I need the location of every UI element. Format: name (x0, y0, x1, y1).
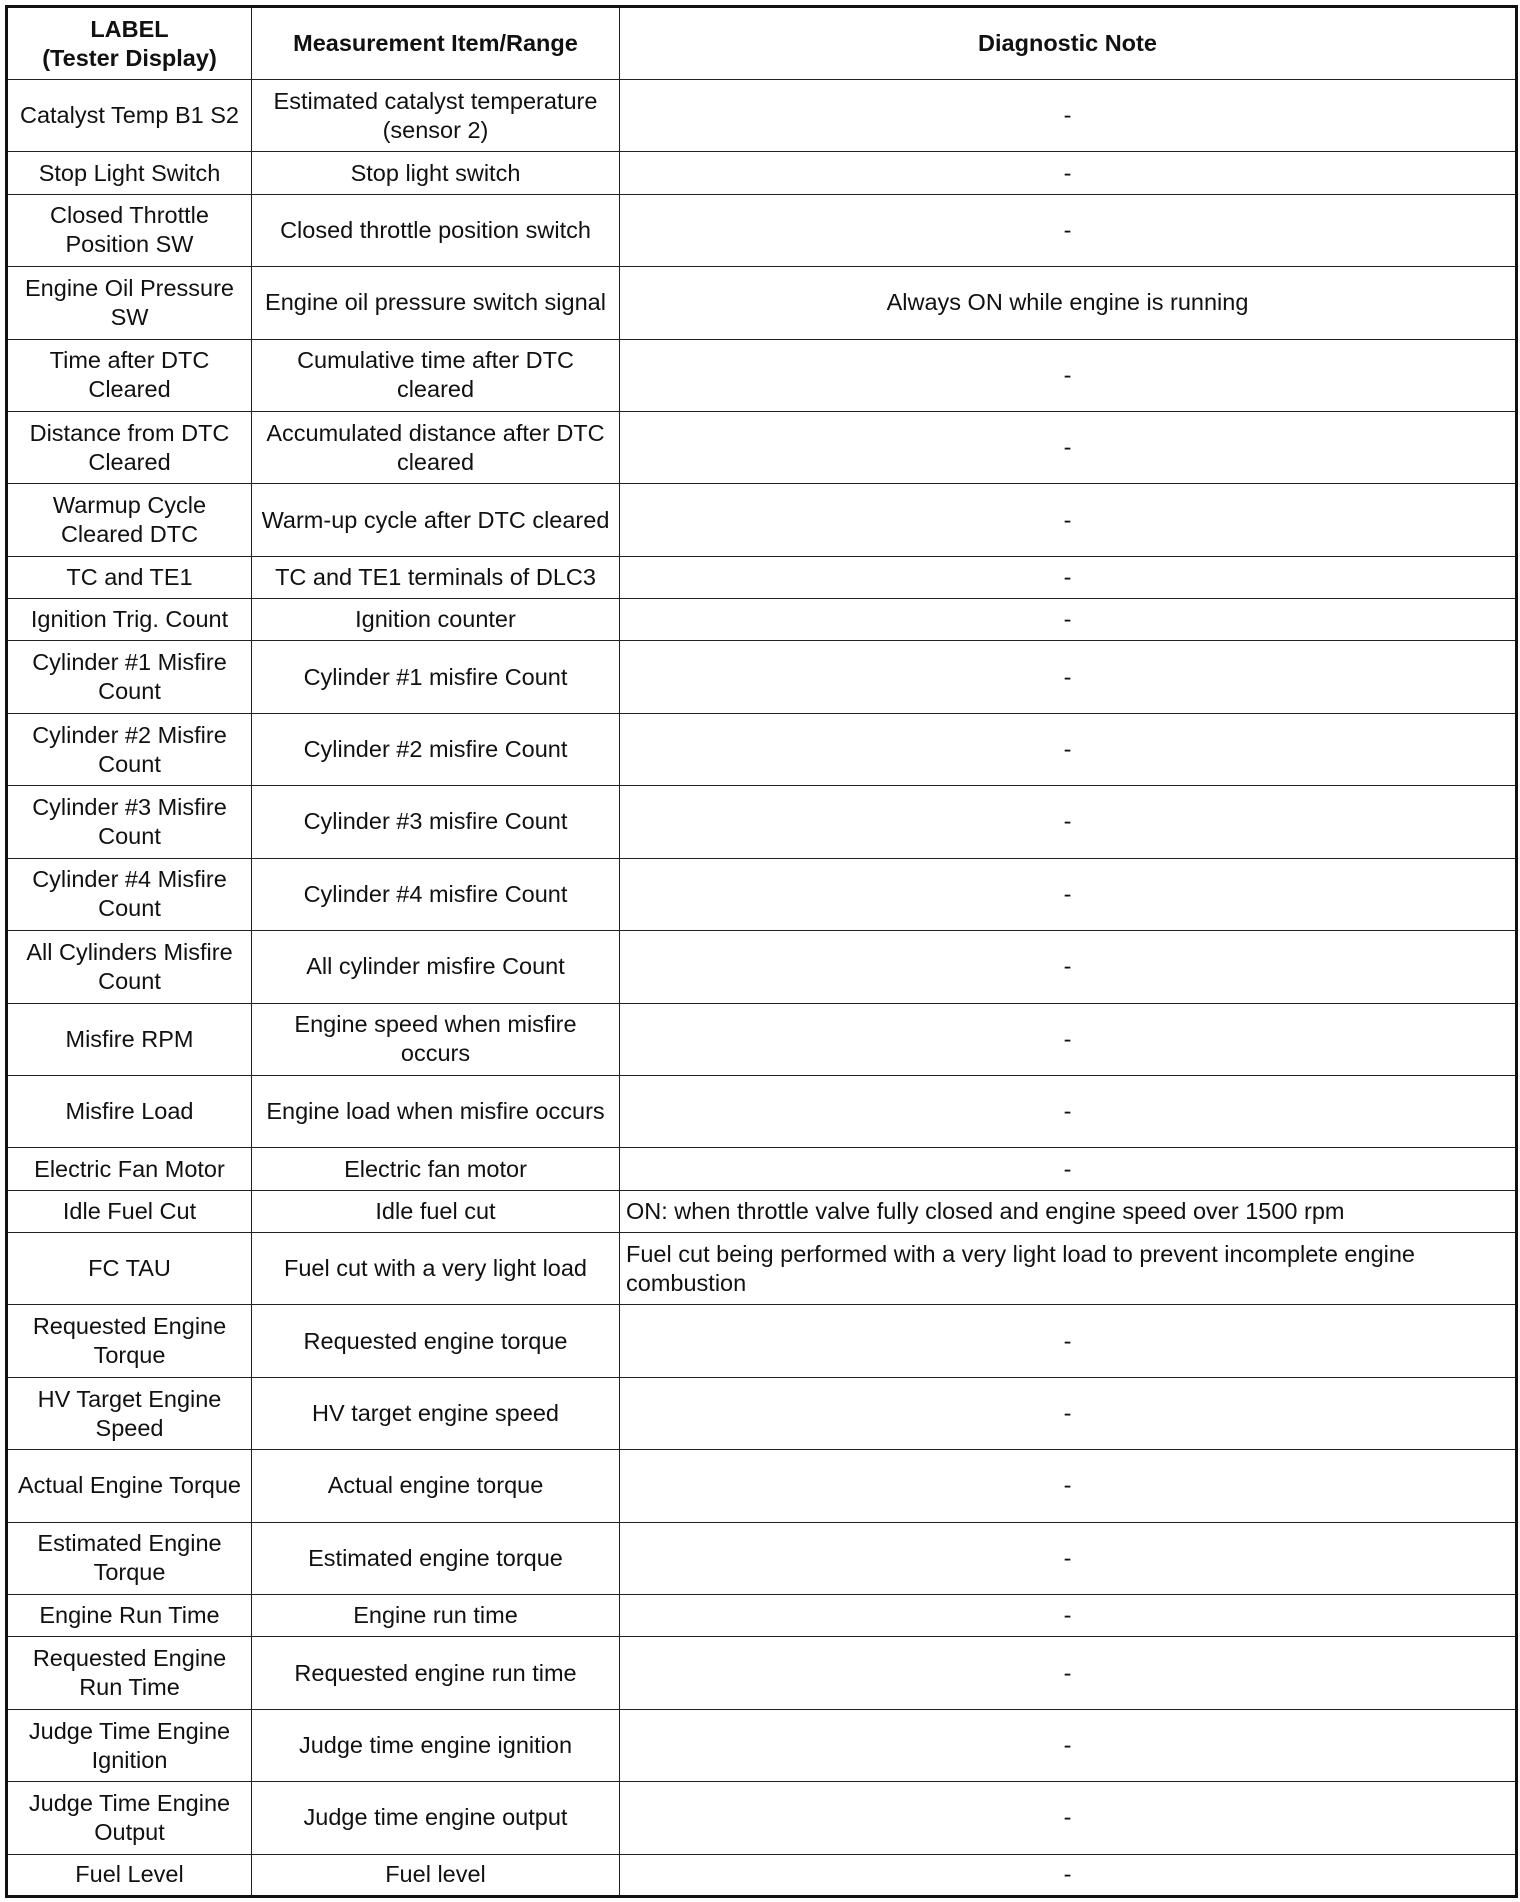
note-cell (620, 1522, 1517, 1594)
measurement-cell (252, 556, 620, 598)
note-cell (620, 1450, 1517, 1522)
measurement-cell-text: Electric fan motor (344, 1155, 527, 1182)
label-cell-text: Engine Oil Pressure SW (25, 274, 234, 330)
measurement-cell (252, 1782, 620, 1854)
measurement-cell-text: Cumulative time after DTC cleared (297, 347, 574, 403)
table-row (7, 1305, 1517, 1377)
label-cell-text: Stop Light Switch (38, 159, 221, 186)
note-cell-text: ON: when throttle valve fully closed and engine speed over 1500 rpm (626, 1197, 1345, 1224)
label-cell-text: Misfire RPM (65, 1025, 194, 1052)
measurement-cell (252, 1148, 620, 1190)
label-cell-text: Cylinder #2 Misfire Count (32, 721, 227, 777)
table-row (7, 339, 1517, 411)
measurement-cell-text: Fuel level (385, 1861, 486, 1888)
note-cell-text: - (1063, 953, 1072, 980)
measurement-cell (252, 599, 620, 641)
measurement-cell-text: Accumulated distance after DTC cleared (266, 419, 605, 475)
measurement-cell (252, 1522, 620, 1594)
note-cell (620, 931, 1517, 1003)
label-cell (7, 931, 252, 1003)
header-note (620, 7, 1517, 80)
label-cell-text: Judge Time Engine Ignition (28, 1717, 231, 1773)
label-cell-text: Requested Engine Run Time (32, 1645, 227, 1701)
table-row (7, 1854, 1517, 1896)
measurement-cell (252, 80, 620, 152)
note-cell (620, 152, 1517, 194)
note-cell-text: - (1063, 606, 1072, 633)
label-cell-text: Requested Engine Torque (32, 1313, 227, 1369)
label-cell-text: Closed Throttle Position SW (50, 202, 209, 258)
measurement-cell-text: Cylinder #1 misfire Count (303, 663, 568, 690)
measurement-cell-text: Actual engine torque (327, 1472, 544, 1499)
table-row (7, 1148, 1517, 1190)
measurement-cell-text: All cylinder misfire Count (306, 953, 565, 980)
header-measurement-text: Measurement Item/Range (293, 30, 578, 56)
note-cell-text: - (1063, 808, 1072, 835)
note-cell-text: - (1063, 1544, 1072, 1571)
note-cell-text: - (1063, 361, 1072, 388)
note-cell-text: - (1063, 216, 1072, 243)
label-cell (7, 641, 252, 713)
table-row (7, 858, 1517, 930)
table-row (7, 1637, 1517, 1709)
diagnostic-data-table (5, 5, 1518, 1898)
measurement-cell (252, 858, 620, 930)
note-cell (620, 1232, 1517, 1304)
label-cell (7, 1450, 252, 1522)
label-cell-text: Electric Fan Motor (34, 1155, 225, 1182)
table-row (7, 152, 1517, 194)
label-cell-text: Misfire Load (65, 1098, 194, 1125)
note-cell-text: - (1063, 1472, 1072, 1499)
measurement-cell-text: Fuel cut with a very light load (283, 1255, 588, 1282)
measurement-cell-text: Closed throttle position switch (280, 216, 591, 243)
note-cell (620, 194, 1517, 266)
table-row (7, 931, 1517, 1003)
measurement-cell (252, 1305, 620, 1377)
note-cell (620, 1305, 1517, 1377)
label-cell-text: Cylinder #4 Misfire Count (32, 866, 227, 922)
note-cell (620, 80, 1517, 152)
measurement-cell (252, 786, 620, 858)
measurement-cell-text: Engine speed when misfire occurs (294, 1011, 577, 1067)
label-cell (7, 599, 252, 641)
table-row (7, 1190, 1517, 1232)
table-row (7, 556, 1517, 598)
note-cell (620, 599, 1517, 641)
measurement-cell-text: HV target engine speed (312, 1400, 559, 1427)
label-cell (7, 1854, 252, 1896)
note-cell-text: - (1063, 663, 1072, 690)
table-row (7, 1709, 1517, 1781)
table-row (7, 412, 1517, 484)
table-body (7, 80, 1517, 1897)
label-cell (7, 556, 252, 598)
note-cell-text: - (1063, 1327, 1072, 1354)
measurement-cell-text: Idle fuel cut (375, 1197, 496, 1224)
note-cell (620, 1377, 1517, 1449)
measurement-cell-text: Engine oil pressure switch signal (265, 289, 606, 316)
measurement-cell-text: Ignition counter (355, 606, 516, 633)
note-cell-text: - (1063, 1861, 1072, 1888)
label-cell (7, 1377, 252, 1449)
note-cell (620, 1190, 1517, 1232)
note-cell-text: - (1063, 564, 1072, 590)
label-cell-text: Warmup Cycle Cleared DTC (52, 492, 207, 548)
table-row (7, 1522, 1517, 1594)
note-cell-text: - (1063, 1659, 1072, 1686)
table-row (7, 599, 1517, 641)
measurement-cell (252, 194, 620, 266)
measurement-cell (252, 1076, 620, 1148)
label-cell (7, 1190, 252, 1232)
label-cell (7, 339, 252, 411)
measurement-cell (252, 641, 620, 713)
note-cell-text: - (1063, 1025, 1072, 1052)
label-cell (7, 412, 252, 484)
table-row (7, 1450, 1517, 1522)
table-row (7, 786, 1517, 858)
label-cell (7, 484, 252, 556)
table-row (7, 1595, 1517, 1637)
measurement-cell-text: TC and TE1 terminals of DLC3 (275, 564, 596, 590)
label-cell-text: Distance from DTC Cleared (29, 419, 230, 475)
table-row (7, 641, 1517, 713)
measurement-cell (252, 1190, 620, 1232)
measurement-cell-text: Judge time engine ignition (298, 1732, 573, 1759)
note-cell-text: - (1063, 1732, 1072, 1759)
measurement-cell-text: Engine run time (353, 1602, 518, 1629)
measurement-cell-text: Cylinder #2 misfire Count (303, 736, 568, 763)
measurement-cell (252, 1854, 620, 1896)
label-cell-text: Time after DTC Cleared (49, 347, 210, 403)
label-cell (7, 786, 252, 858)
note-cell (620, 1076, 1517, 1148)
label-cell (7, 1076, 252, 1148)
label-cell (7, 152, 252, 194)
table-row (7, 1232, 1517, 1304)
note-cell-text: - (1063, 434, 1072, 461)
note-cell (620, 484, 1517, 556)
label-cell-text: Cylinder #3 Misfire Count (32, 793, 227, 849)
label-cell-text: Judge Time Engine Output (28, 1789, 231, 1845)
measurement-cell-text: Warm-up cycle after DTC cleared (261, 506, 610, 533)
measurement-cell (252, 339, 620, 411)
note-cell (620, 858, 1517, 930)
label-cell (7, 713, 252, 785)
measurement-cell-text: Engine load when misfire occurs (266, 1098, 605, 1125)
note-cell (620, 1637, 1517, 1709)
note-cell (620, 1709, 1517, 1781)
label-cell-text: All Cylinders Misfire Count (26, 938, 233, 994)
measurement-cell (252, 1450, 620, 1522)
header-label-text: LABEL (Tester Display) (42, 15, 217, 71)
label-cell-text: HV Target Engine Speed (37, 1385, 222, 1441)
note-cell-text: - (1063, 506, 1072, 533)
table-row (7, 1377, 1517, 1449)
label-cell-text: Catalyst Temp B1 S2 (19, 102, 239, 129)
measurement-cell-text: Estimated catalyst temperature (sensor 2) (273, 87, 598, 143)
note-cell-text: Fuel cut being performed with a very light load to prevent incomplete engine combustion (626, 1240, 1416, 1296)
label-cell (7, 1305, 252, 1377)
note-cell (620, 267, 1517, 339)
note-cell-text: - (1063, 880, 1072, 907)
note-cell-text: Always ON while engine is running (886, 289, 1249, 316)
table-row (7, 1003, 1517, 1075)
measurement-cell (252, 1637, 620, 1709)
note-cell-text: - (1063, 1155, 1072, 1182)
note-cell-text: - (1063, 1098, 1072, 1125)
note-cell (620, 412, 1517, 484)
note-cell (620, 1782, 1517, 1854)
table-row (7, 713, 1517, 785)
header-label (7, 7, 252, 80)
label-cell (7, 1595, 252, 1637)
note-cell-text: - (1063, 736, 1072, 763)
note-cell (620, 1003, 1517, 1075)
measurement-cell (252, 1595, 620, 1637)
measurement-cell-text: Requested engine run time (294, 1659, 577, 1686)
label-cell (7, 1522, 252, 1594)
measurement-cell (252, 1377, 620, 1449)
note-cell (620, 786, 1517, 858)
note-cell-text: - (1063, 102, 1072, 129)
note-cell (620, 641, 1517, 713)
measurement-cell-text: Cylinder #3 misfire Count (303, 808, 568, 835)
measurement-cell (252, 713, 620, 785)
measurement-cell (252, 267, 620, 339)
measurement-cell-text: Cylinder #4 misfire Count (303, 880, 568, 907)
measurement-cell (252, 1003, 620, 1075)
note-cell (620, 1854, 1517, 1896)
measurement-cell (252, 152, 620, 194)
label-cell (7, 1232, 252, 1304)
measurement-cell-text: Stop light switch (350, 159, 521, 186)
table-row (7, 80, 1517, 152)
measurement-cell-text: Requested engine torque (303, 1327, 568, 1354)
label-cell-text: Ignition Trig. Count (30, 606, 229, 633)
header-row (7, 7, 1517, 80)
label-cell (7, 1148, 252, 1190)
label-cell (7, 858, 252, 930)
label-cell (7, 1709, 252, 1781)
measurement-cell (252, 412, 620, 484)
label-cell (7, 80, 252, 152)
measurement-cell-text: Judge time engine output (303, 1804, 568, 1831)
note-cell (620, 556, 1517, 598)
measurement-cell (252, 484, 620, 556)
table-row (7, 1782, 1517, 1854)
header-measurement (252, 7, 620, 80)
label-cell-text: FC TAU (88, 1255, 171, 1282)
label-cell (7, 194, 252, 266)
label-cell-text: Cylinder #1 Misfire Count (32, 649, 227, 705)
label-cell-text: Actual Engine Torque (18, 1472, 241, 1499)
label-cell-text: Idle Fuel Cut (62, 1197, 197, 1224)
label-cell (7, 267, 252, 339)
note-cell-text: - (1063, 1602, 1072, 1629)
table-row (7, 484, 1517, 556)
measurement-cell (252, 1232, 620, 1304)
label-cell (7, 1782, 252, 1854)
measurement-cell (252, 931, 620, 1003)
label-cell-text: TC and TE1 (66, 564, 193, 590)
label-cell (7, 1003, 252, 1075)
note-cell (620, 713, 1517, 785)
note-cell-text: - (1063, 1804, 1072, 1831)
label-cell-text: Estimated Engine Torque (37, 1530, 222, 1586)
table-row (7, 194, 1517, 266)
note-cell-text: - (1063, 1400, 1072, 1427)
measurement-cell-text: Estimated engine torque (308, 1544, 563, 1571)
table-row (7, 267, 1517, 339)
measurement-cell (252, 1709, 620, 1781)
note-cell-text: - (1063, 159, 1072, 186)
note-cell (620, 1148, 1517, 1190)
note-cell (620, 339, 1517, 411)
note-cell (620, 1595, 1517, 1637)
header-note-text: Diagnostic Note (978, 30, 1157, 56)
label-cell-text: Fuel Level (75, 1861, 184, 1888)
table-row (7, 1076, 1517, 1148)
label-cell-text: Engine Run Time (39, 1602, 220, 1629)
label-cell (7, 1637, 252, 1709)
